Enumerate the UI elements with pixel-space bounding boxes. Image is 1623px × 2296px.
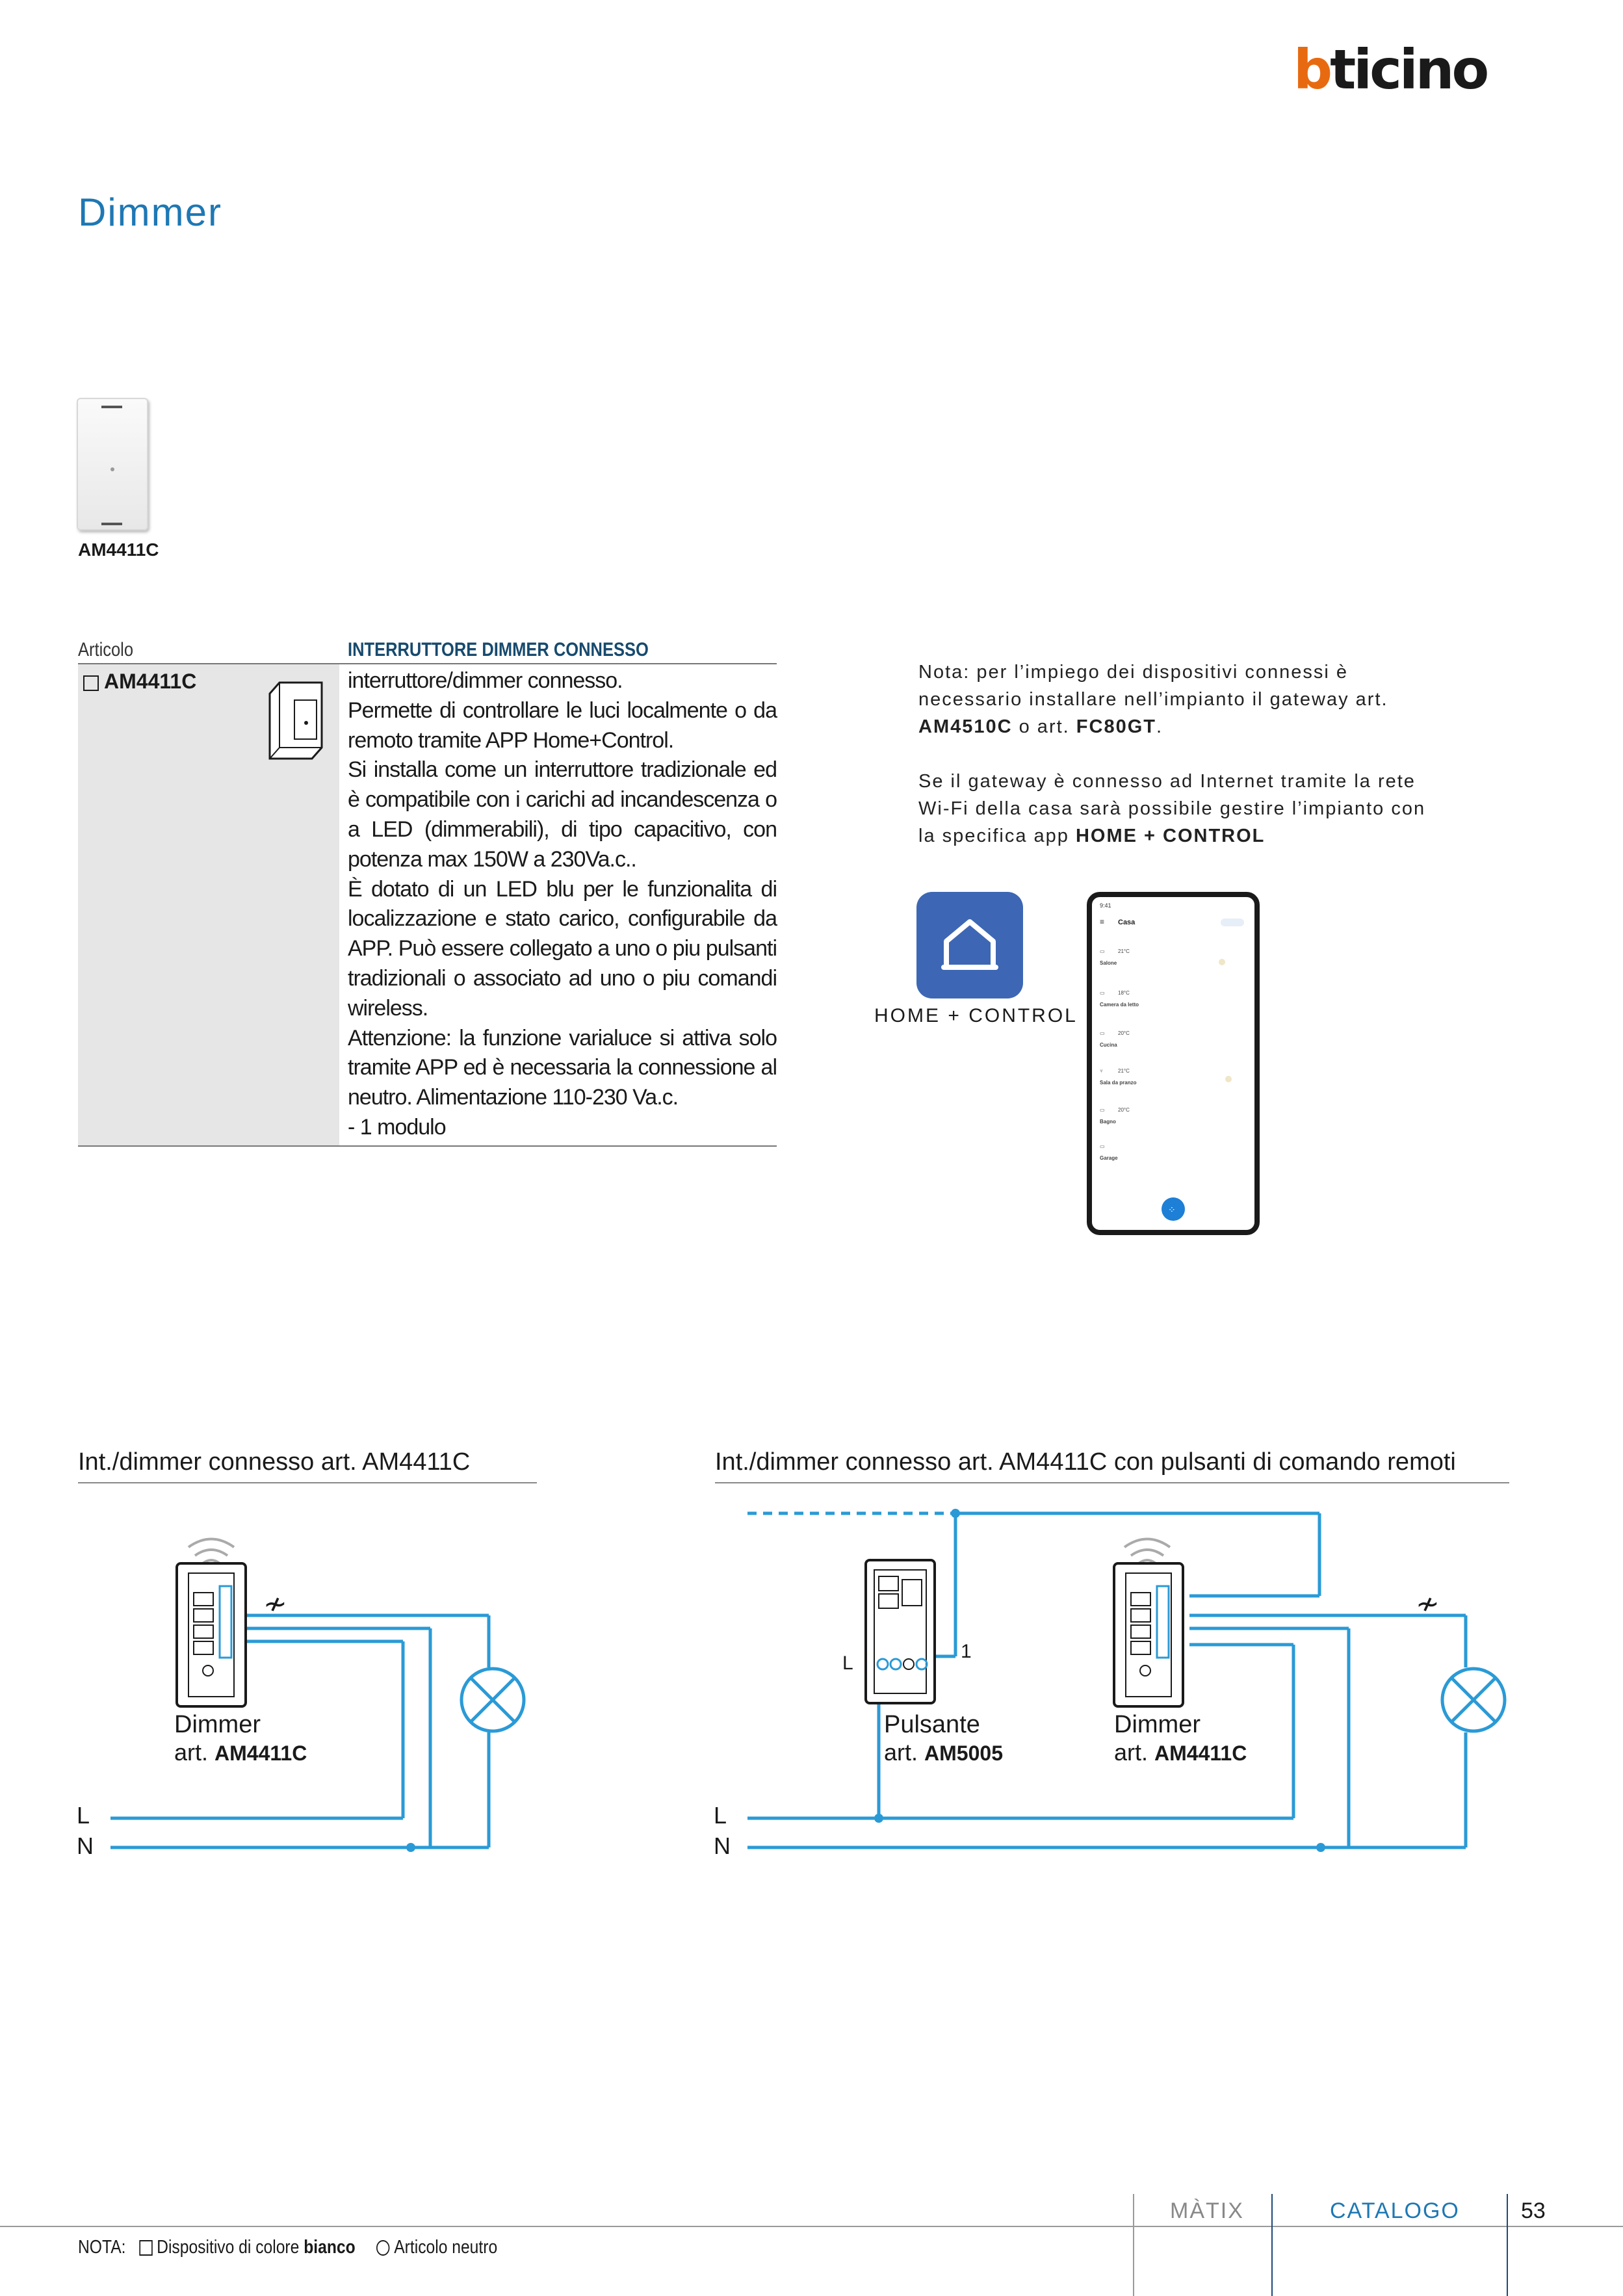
product-photo — [77, 398, 148, 530]
svg-text:art. AM4411C — [174, 1739, 307, 1766]
svg-text:art. AM5005 — [884, 1739, 1003, 1766]
footer-divider-3 — [1507, 2194, 1508, 2296]
desc-line-3: Si installa come un interruttore tradizionale ed è compatibile con i carichi ad incandescenza o a LED (dimmerabili), di tipo capacitivo, con potenza max 150W a 230Va.c.. — [348, 757, 777, 872]
pulsante-terminal-1: 1 — [961, 1641, 972, 1662]
checkbox-icon-footer — [139, 2240, 152, 2256]
footer-note — [78, 2237, 497, 2258]
phone-temp-4: 21°C — [1118, 1068, 1130, 1074]
table-header-article: Articolo — [78, 639, 134, 660]
footer-divider-2 — [1271, 2194, 1273, 2296]
diagram-1-title: Int./dimmer connesso art. AM4411C — [78, 1448, 471, 1476]
note-p1-end: . — [1156, 716, 1163, 737]
wireless-icon-2 — [1124, 1539, 1170, 1564]
pulsante-terminal-L: L — [842, 1652, 853, 1674]
page-number: 53 — [1521, 2198, 1546, 2223]
lamp-icon — [461, 1669, 524, 1731]
brand-logo — [1293, 40, 1508, 99]
diagram-1-device-label: Dimmer — [174, 1711, 261, 1738]
svg-text:⑂: ⑂ — [1100, 1068, 1103, 1074]
footer-note-color: bianco — [304, 2237, 356, 2258]
diagram-1-art-prefix: art. — [174, 1739, 209, 1766]
pulsante-module-icon — [866, 1560, 935, 1703]
desc-line-6: - 1 modulo — [348, 1114, 446, 1140]
phone-room-2: Camera da letto — [1100, 1002, 1139, 1008]
gateway-note — [918, 659, 1438, 850]
phone-room-3: Cucina — [1100, 1042, 1117, 1048]
svg-text:▭: ▭ — [1100, 1030, 1105, 1036]
lamp-icon-2 — [1442, 1669, 1505, 1731]
diagram-2-N: N — [714, 1833, 731, 1859]
desc-line-1: interruttore/dimmer connesso. — [348, 668, 623, 693]
diagram-2-dimmer-art-prefix: art. — [1114, 1739, 1149, 1766]
pulsante-art: AM5005 — [924, 1742, 1003, 1765]
diagram-2-dimmer-art: AM4411C — [1154, 1742, 1247, 1765]
table-rule-top — [78, 663, 777, 664]
note-art2: FC80GT — [1076, 716, 1156, 737]
diagram-2-L: L — [714, 1802, 727, 1829]
checkbox-icon — [83, 675, 99, 691]
dimmer-module-icon-2 — [1114, 1563, 1183, 1706]
diagram-1-L: L — [77, 1802, 90, 1829]
phone-header: Casa — [1118, 919, 1136, 926]
diagram-2-dimmer-label: Dimmer — [1114, 1711, 1201, 1738]
phone-mockup — [1087, 892, 1260, 1235]
svg-text:▭: ▭ — [1100, 948, 1105, 954]
page-title: Dimmer — [78, 190, 222, 234]
phone-temp-3: 20°C — [1118, 1030, 1130, 1036]
phone-temp-1: 21°C — [1118, 948, 1130, 954]
footer-note-color-text: Dispositivo di colore — [157, 2237, 300, 2258]
pulsante-label: Pulsante — [884, 1711, 980, 1738]
home-icon — [916, 892, 1023, 998]
svg-text:≡: ≡ — [1100, 917, 1105, 926]
article-description — [348, 666, 777, 1143]
diagram-1-wiring — [71, 1508, 546, 1872]
desc-line-2: Permette di controllare le luci localmente o da remoto tramite APP Home+Control. — [348, 698, 777, 753]
svg-text:9:41: 9:41 — [1100, 902, 1111, 909]
diagram-1-N: N — [77, 1833, 94, 1859]
table-rule-bottom — [78, 1145, 777, 1147]
wireless-icon — [188, 1539, 234, 1564]
footer-note-label: NOTA: — [78, 2237, 126, 2258]
pulsante-art-prefix: art. — [884, 1739, 918, 1766]
desc-line-4: È dotato di un LED blu per le funzionalita di localizzazione e stato carico, configurabile da APP. Può essere collegato a uno o piu pulsanti tradizionali o associato ad uno o piu comandi wireless. — [348, 876, 777, 1021]
diagram-1-art: AM4411C — [214, 1742, 307, 1765]
diagram-2-wiring — [708, 1502, 1521, 1872]
dimmer-module-icon — [177, 1563, 246, 1706]
phone-temp-2: 18°C — [1118, 990, 1130, 996]
home-control-app-icon — [916, 892, 1023, 998]
dimmer-symbol-icon: ≁ — [263, 1587, 287, 1621]
note-app-name: HOME + CONTROL — [1075, 826, 1266, 846]
svg-text:art. AM4411C — [1114, 1739, 1247, 1766]
diagram-2-title: Int./dimmer connesso art. AM4411C con pulsanti di comando remoti — [715, 1448, 1456, 1476]
note-mid: o art. — [1019, 716, 1070, 737]
svg-text:▭: ▭ — [1100, 1107, 1105, 1113]
product-photo-caption: AM4411C — [78, 540, 159, 560]
desc-line-5: Attenzione: la funzione varialuce si attiva solo tramite APP ed è necessaria la connessione al neutro. Alimentazione 110-230 Va.c. — [348, 1025, 777, 1110]
circle-icon-footer — [376, 2240, 389, 2256]
svg-text:▭: ▭ — [1100, 1143, 1105, 1149]
device-outline-icon — [263, 677, 328, 762]
phone-room-5: Bagno — [1100, 1119, 1116, 1125]
footer-series: MÀTIX — [1170, 2198, 1244, 2223]
article-code — [83, 670, 196, 694]
app-label: HOME + CONTROL — [874, 1005, 1078, 1026]
phone-screen — [1092, 897, 1254, 1230]
note-p2-text: Se il gateway è connesso ad Internet tramite la rete Wi-Fi della casa sarà possibile gestire l’impianto con la specifica app — [918, 771, 1426, 846]
footer-note-neutral: Articolo neutro — [394, 2237, 498, 2258]
note-art1: AM4510C — [918, 716, 1013, 737]
phone-room-1: Salone — [1100, 960, 1117, 966]
note-p1-text: Nota: per l’impiego dei dispositivi connessi è necessario installare nell’impianto il gateway art. — [918, 662, 1388, 710]
footer-section: CATALOGO — [1330, 2198, 1460, 2223]
logo-prefix: b — [1293, 38, 1331, 101]
footer-divider-1 — [1133, 2194, 1134, 2296]
article-code-text: AM4411C — [104, 670, 197, 693]
phone-temp-5: 20°C — [1118, 1107, 1130, 1113]
svg-text:⁘: ⁘ — [1168, 1205, 1176, 1216]
footer-rule — [0, 2226, 1623, 2227]
dimmer-symbol-icon-2: ≁ — [1416, 1587, 1440, 1621]
table-header-title: INTERRUTTORE DIMMER CONNESSO — [348, 639, 649, 660]
phone-room-4: Sala da pranzo — [1100, 1080, 1137, 1086]
phone-room-6: Garage — [1100, 1155, 1118, 1161]
svg-text:▭: ▭ — [1100, 990, 1105, 996]
logo-rest: ticino — [1330, 38, 1487, 101]
diagram-2-rule — [715, 1482, 1509, 1483]
diagram-1-rule — [78, 1482, 537, 1483]
